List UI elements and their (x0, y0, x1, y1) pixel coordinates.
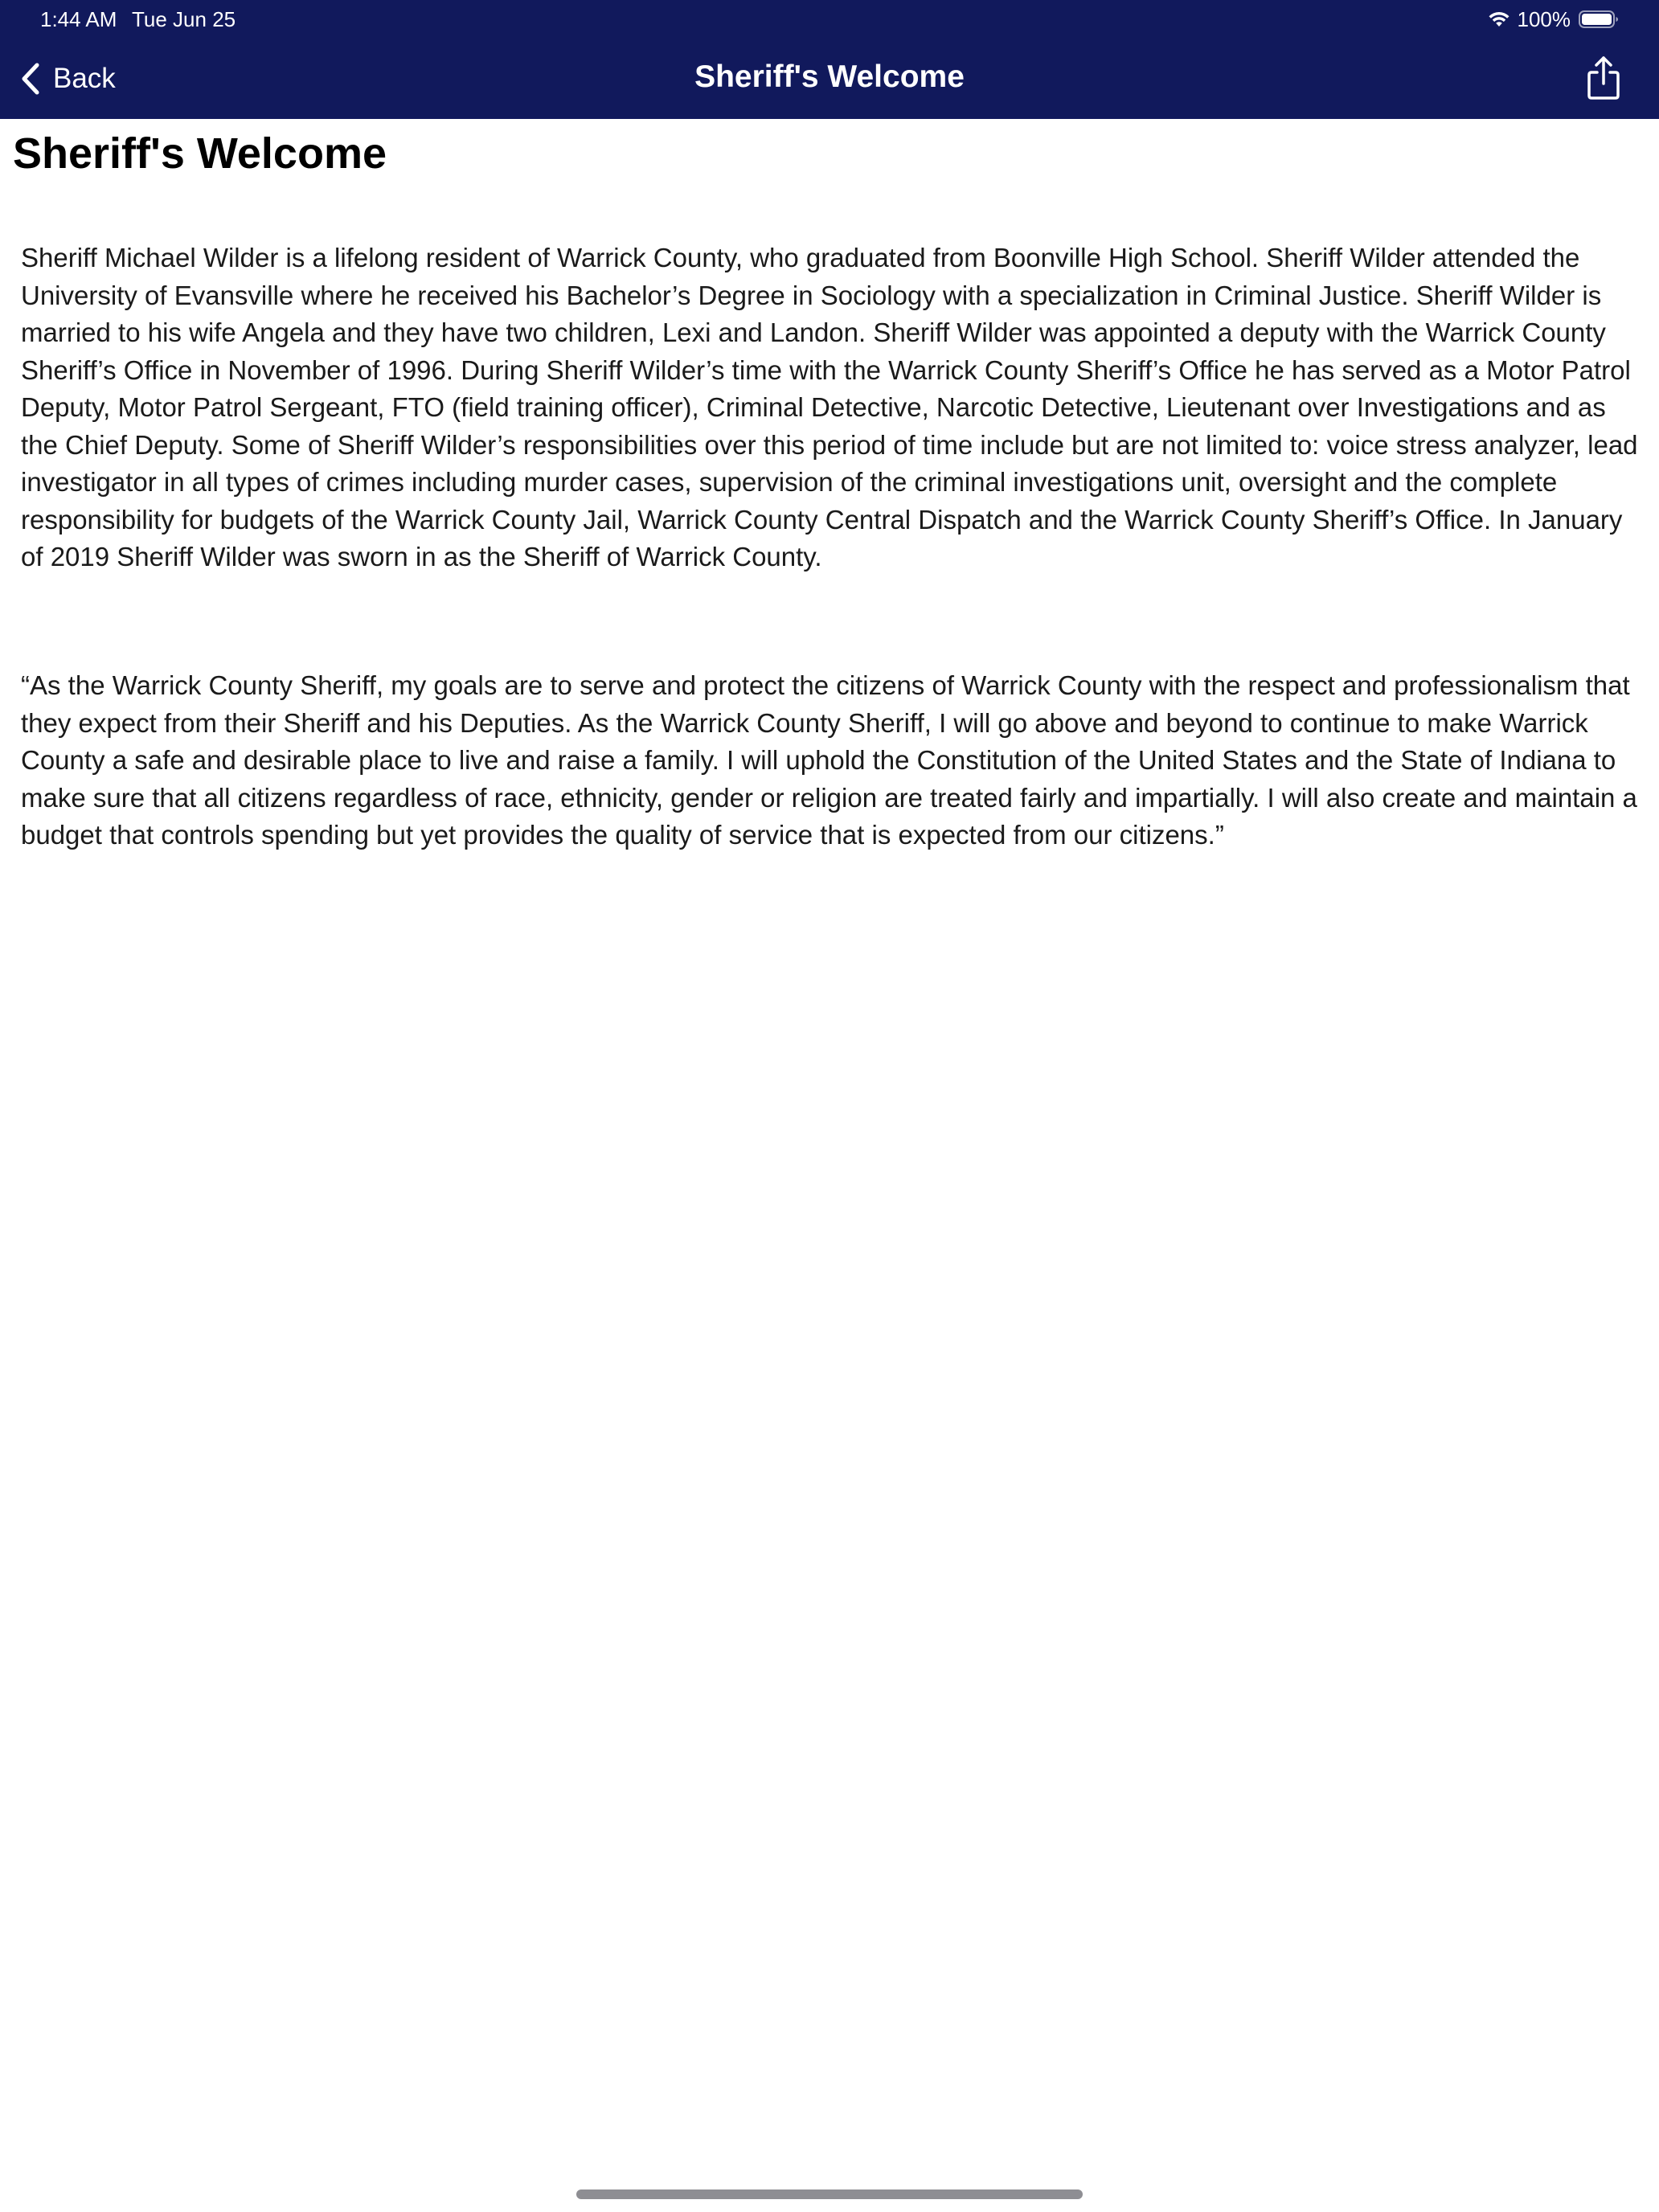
share-icon (1583, 91, 1624, 104)
nav-title: Sheriff's Welcome (694, 59, 965, 94)
battery-percentage: 100% (1517, 6, 1571, 31)
wifi-icon (1487, 10, 1511, 29)
status-indicators (1487, 6, 1620, 32)
home-indicator[interactable] (576, 2189, 1083, 2199)
chevron-left-icon (18, 61, 42, 96)
back-label: Back (53, 63, 116, 94)
bio-paragraph: Sheriff Michael Wilder is a lifelong resident of Warrick County, who graduated from Boonville High School. Sheriff Wilder attended the University of Evansville where he received his Bachelor’s Degree in Sociology with a specialization in Criminal Justice. Sheriff Wilder is married to his wife Angela and they have two children, Lexi and Landon. Sheriff Wilder was appointed a deputy with the Warrick County Sheriff’s Office in November of 1996. During Sheriff Wilder’s time with the Warrick County Sheriff’s Office he has served as a Motor Patrol Deputy, Motor Patrol Sergeant, FTO (field training officer), Criminal Detective, Narcotic Detective, Lieutenant over Investigations and as the Chief Deputy. Some of Sheriff Wilder’s responsibilities over this period of time include but are not limited to: voice stress analyzer, lead investigator in all types of crimes including murder cases, supervision of the criminal investigations unit, oversight and the complete responsibility for budgets of the Warrick County Jail, Warrick County Central Dispatch and the Warrick County Sheriff’s Office. In January of 2019 Sheriff Wilder was sworn in as the Sheriff of Warrick County. (21, 243, 1638, 571)
back-button[interactable] (18, 58, 116, 100)
quote-paragraph: “As the Warrick County Sheriff, my goals are to serve and protect the citizens of Warrick County with the respect and professionalism that they expect from their Sheriff and his Deputies. As the Warrick County Sheriff, I will go above and beyond to continue to make Warrick County a safe and desirable place to live and raise a family. I will uphold the Constitution of the United States and the State of Indiana to make sure that all citizens regardless of race, ethnicity, gender or religion are treated fairly and impartially. I will also create and maintain a budget that controls spending but yet provides the quality of service that is expected from our citizens.” (21, 670, 1637, 850)
navigation-bar (0, 39, 1659, 119)
battery-icon (1579, 10, 1619, 29)
page-title: Sheriff's Welcome (13, 129, 387, 178)
status-date: Tue Jun 25 (132, 7, 236, 31)
status-time: 1:44 AM (40, 7, 117, 31)
status-bar (0, 0, 1659, 39)
share-button[interactable] (1583, 55, 1624, 101)
